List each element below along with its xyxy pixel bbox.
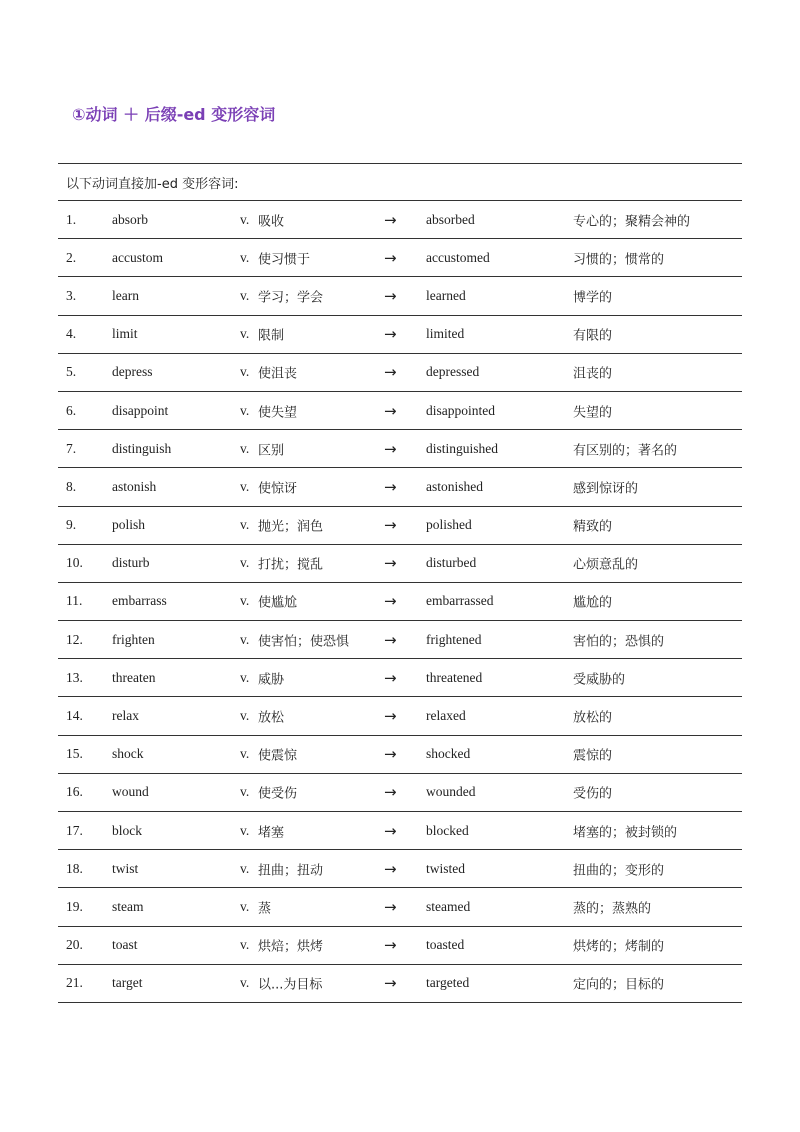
verb-word: distinguish — [112, 440, 172, 456]
arrow-icon: → — [384, 554, 397, 573]
adjective-word: disappointed — [426, 402, 495, 418]
table-row — [58, 316, 742, 354]
arrow-icon: → — [384, 592, 397, 611]
verb-meaning: 抛光；润色 — [258, 519, 324, 535]
table-intro: 以下动词直接加-ed 变形容词: — [58, 163, 742, 201]
adjective-meaning: 感到惊讶的 — [573, 481, 639, 497]
adjective-word: absorbed — [426, 211, 475, 227]
arrow-icon: → — [384, 707, 397, 726]
part-of-speech: v. — [240, 669, 250, 685]
verb-word: limit — [112, 326, 138, 342]
adjective-word: steamed — [426, 898, 471, 914]
table-row — [58, 545, 742, 583]
arrow-icon: → — [384, 439, 397, 458]
row-number: 10. — [66, 555, 83, 571]
table-row — [58, 659, 742, 697]
part-of-speech: v. — [240, 478, 250, 494]
table-body — [58, 201, 742, 1003]
verb-meaning: 学习；学会 — [258, 290, 324, 306]
row-number: 2. — [66, 249, 77, 265]
adjective-meaning: 精致的 — [573, 519, 613, 535]
table-row — [58, 927, 742, 965]
verb-meaning: 使尴尬 — [258, 595, 298, 611]
adjective-word: learned — [426, 287, 466, 303]
table-row — [58, 812, 742, 850]
part-of-speech: v. — [240, 517, 250, 533]
verb-meaning: 打扰；搅乱 — [258, 557, 324, 573]
adjective-meaning: 震惊的 — [573, 748, 613, 764]
verb-word: shock — [112, 746, 144, 762]
table-row — [58, 507, 742, 545]
part-of-speech: v. — [240, 211, 250, 227]
verb-word: toast — [112, 937, 138, 953]
row-number: 8. — [66, 478, 77, 494]
row-number: 9. — [66, 517, 77, 533]
verb-word: steam — [112, 898, 144, 914]
verb-word: accustom — [112, 249, 163, 265]
verb-word: absorb — [112, 211, 148, 227]
verb-word: learn — [112, 287, 139, 303]
table-row — [58, 277, 742, 315]
verb-meaning: 限制 — [258, 328, 285, 344]
arrow-icon: → — [384, 821, 397, 840]
verb-word: frighten — [112, 631, 155, 647]
arrow-icon: → — [384, 936, 397, 955]
adjective-meaning: 习惯的；惯常的 — [573, 252, 665, 268]
part-of-speech: v. — [240, 287, 250, 303]
verb-meaning: 堵塞 — [258, 825, 285, 841]
arrow-icon: → — [384, 897, 397, 916]
verb-meaning: 使惊讶 — [258, 481, 298, 497]
part-of-speech: v. — [240, 402, 250, 418]
adjective-word: depressed — [426, 364, 480, 380]
arrow-icon: → — [384, 286, 397, 305]
verb-word: relax — [112, 708, 139, 724]
part-of-speech: v. — [240, 708, 250, 724]
row-number: 13. — [66, 669, 83, 685]
adjective-meaning: 堵塞的；被封锁的 — [573, 825, 678, 841]
table-row — [58, 430, 742, 468]
verb-word: twist — [112, 860, 139, 876]
table-row — [58, 468, 742, 506]
adjective-meaning: 害怕的；恐惧的 — [573, 634, 665, 650]
table-row — [58, 697, 742, 735]
row-number: 17. — [66, 822, 83, 838]
part-of-speech: v. — [240, 822, 250, 838]
adjective-word: frightened — [426, 631, 482, 647]
adjective-meaning: 放松的 — [573, 710, 613, 726]
arrow-icon: → — [384, 363, 397, 382]
verb-meaning: 以...为目标 — [258, 977, 323, 993]
adjective-meaning: 烘烤的；烤制的 — [573, 939, 665, 955]
verb-meaning: 使受伤 — [258, 786, 298, 802]
word-table — [58, 163, 742, 1003]
verb-word: threaten — [112, 669, 156, 685]
adjective-word: wounded — [426, 784, 476, 800]
adjective-word: limited — [426, 326, 465, 342]
part-of-speech: v. — [240, 860, 250, 876]
table-row — [58, 736, 742, 774]
row-number: 1. — [66, 211, 77, 227]
part-of-speech: v. — [240, 249, 250, 265]
verb-word: embarrass — [112, 593, 167, 609]
adjective-meaning: 蒸的；蒸熟的 — [573, 901, 652, 917]
section-title: ①动词 ＋ 后缀-ed 变形容词 — [72, 105, 276, 124]
arrow-icon: → — [384, 859, 397, 878]
table-row — [58, 354, 742, 392]
part-of-speech: v. — [240, 898, 250, 914]
arrow-icon: → — [384, 477, 397, 496]
adjective-meaning: 失望的 — [573, 405, 613, 421]
arrow-icon: → — [384, 668, 397, 687]
table-row — [58, 965, 742, 1003]
arrow-icon: → — [384, 325, 397, 344]
row-number: 12. — [66, 631, 83, 647]
adjective-meaning: 扭曲的；变形的 — [573, 863, 665, 879]
adjective-word: blocked — [426, 822, 469, 838]
adjective-meaning: 尴尬的 — [573, 595, 613, 611]
row-number: 4. — [66, 326, 77, 342]
arrow-icon: → — [384, 783, 397, 802]
row-number: 20. — [66, 937, 83, 953]
table-row — [58, 583, 742, 621]
verb-meaning: 使失望 — [258, 405, 298, 421]
table-row — [58, 621, 742, 659]
verb-meaning: 放松 — [258, 710, 285, 726]
adjective-word: toasted — [426, 937, 465, 953]
arrow-icon: → — [384, 516, 397, 535]
row-number: 6. — [66, 402, 77, 418]
verb-meaning: 使沮丧 — [258, 366, 298, 382]
verb-word: wound — [112, 784, 149, 800]
part-of-speech: v. — [240, 937, 250, 953]
arrow-icon: → — [384, 745, 397, 764]
adjective-word: accustomed — [426, 249, 490, 265]
verb-word: disappoint — [112, 402, 169, 418]
row-number: 11. — [66, 593, 83, 609]
part-of-speech: v. — [240, 364, 250, 380]
adjective-word: disturbed — [426, 555, 477, 571]
verb-word: block — [112, 822, 142, 838]
verb-word: depress — [112, 364, 153, 380]
adjective-word: embarrassed — [426, 593, 494, 609]
table-row — [58, 774, 742, 812]
part-of-speech: v. — [240, 440, 250, 456]
part-of-speech: v. — [240, 975, 250, 991]
part-of-speech: v. — [240, 326, 250, 342]
verb-meaning: 烘焙；烘烤 — [258, 939, 324, 955]
adjective-meaning: 受伤的 — [573, 786, 613, 802]
part-of-speech: v. — [240, 631, 250, 647]
verb-meaning: 使害怕；使恐惧 — [258, 634, 350, 650]
row-number: 16. — [66, 784, 83, 800]
verb-word: astonish — [112, 478, 157, 494]
verb-meaning: 威胁 — [258, 672, 285, 688]
verb-meaning: 蒸 — [258, 901, 272, 917]
adjective-word: relaxed — [426, 708, 466, 724]
row-number: 15. — [66, 746, 83, 762]
adjective-word: twisted — [426, 860, 465, 876]
arrow-icon: → — [384, 401, 397, 420]
adjective-meaning: 受威胁的 — [573, 672, 626, 688]
verb-meaning: 使震惊 — [258, 748, 298, 764]
adjective-meaning: 心烦意乱的 — [573, 557, 639, 573]
adjective-meaning: 沮丧的 — [573, 366, 613, 382]
adjective-word: polished — [426, 517, 472, 533]
adjective-meaning: 定向的；目标的 — [573, 977, 665, 993]
table-row — [58, 392, 742, 430]
part-of-speech: v. — [240, 784, 250, 800]
part-of-speech: v. — [240, 593, 250, 609]
verb-meaning: 扭曲；扭动 — [258, 863, 324, 879]
verb-word: target — [112, 975, 143, 991]
arrow-icon: → — [384, 210, 397, 229]
table-row — [58, 239, 742, 277]
verb-meaning: 吸收 — [258, 214, 285, 230]
adjective-meaning: 博学的 — [573, 290, 613, 306]
row-number: 19. — [66, 898, 83, 914]
adjective-word: astonished — [426, 478, 483, 494]
adjective-word: threatened — [426, 669, 483, 685]
adjective-word: targeted — [426, 975, 470, 991]
part-of-speech: v. — [240, 746, 250, 762]
row-number: 5. — [66, 364, 77, 380]
arrow-icon: → — [384, 248, 397, 267]
row-number: 21. — [66, 975, 83, 991]
part-of-speech: v. — [240, 555, 250, 571]
adjective-word: shocked — [426, 746, 471, 762]
adjective-word: distinguished — [426, 440, 499, 456]
verb-word: polish — [112, 517, 146, 533]
table-row — [58, 888, 742, 926]
row-number: 3. — [66, 287, 77, 303]
row-number: 18. — [66, 860, 83, 876]
verb-meaning: 使习惯于 — [258, 252, 311, 268]
verb-meaning: 区别 — [258, 443, 285, 459]
adjective-meaning: 有区别的；著名的 — [573, 443, 678, 459]
table-row — [58, 201, 742, 239]
arrow-icon: → — [384, 974, 397, 993]
adjective-meaning: 专心的；聚精会神的 — [573, 214, 691, 230]
table-row — [58, 850, 742, 888]
row-number: 7. — [66, 440, 77, 456]
adjective-meaning: 有限的 — [573, 328, 613, 344]
verb-word: disturb — [112, 555, 150, 571]
row-number: 14. — [66, 708, 83, 724]
arrow-icon: → — [384, 630, 397, 649]
